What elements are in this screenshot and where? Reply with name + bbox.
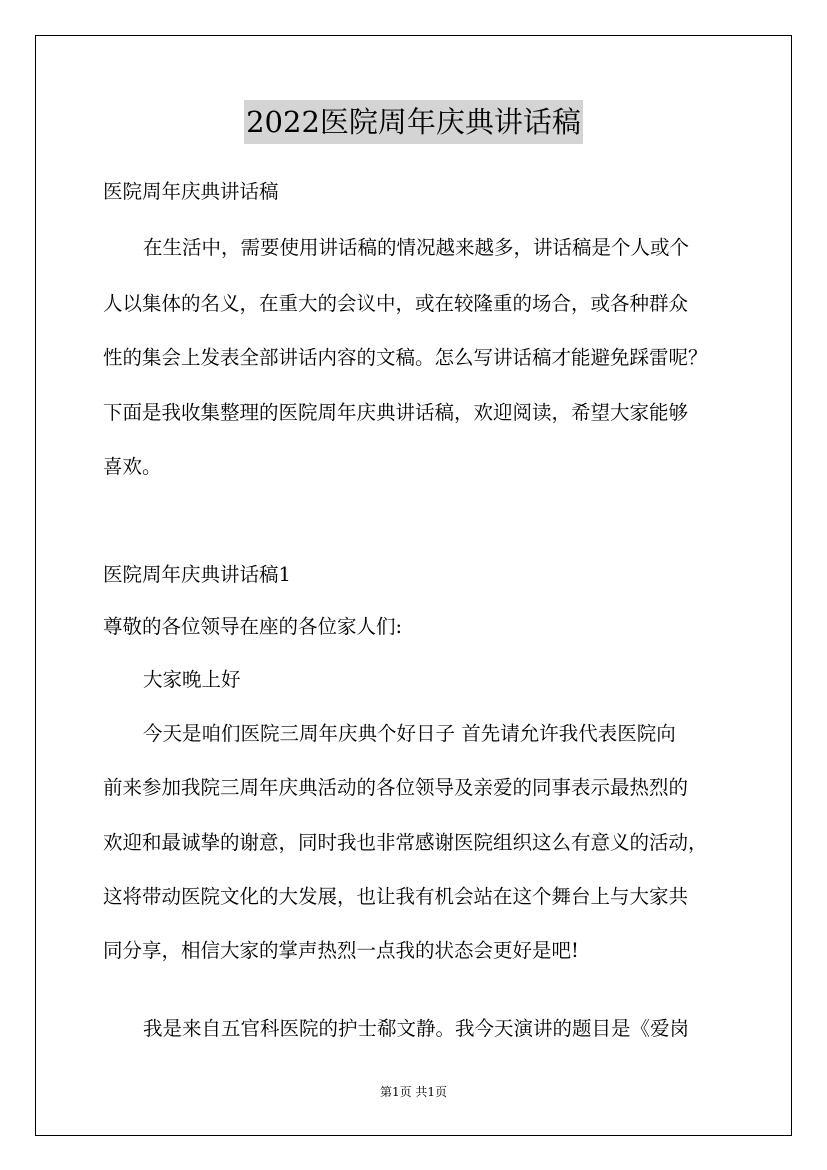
document-subtitle: 医院周年庆典讲话稿 [103, 180, 279, 203]
body-line-4: 这将带动医院文化的大发展，也让我有机会站在这个舞台上与大家共 [103, 885, 689, 908]
document-title: 2022医院周年庆典讲话稿 [244, 100, 583, 144]
title-container [0, 100, 827, 144]
intro-line-3: 性的集会上发表全部讲话内容的文稿。怎么写讲话稿才能避免踩雷呢？ [103, 346, 708, 369]
intro-line-1: 在生活中，需要使用讲话稿的情况越来越多，讲话稿是个人或个 [143, 236, 690, 259]
body-line-2: 前来参加我院三周年庆典活动的各位领导及亲爱的同事表示最热烈的 [103, 776, 689, 799]
intro-line-2: 人以集体的名义，在重大的会议中，或在较隆重的场合，或各种群众 [103, 292, 689, 315]
body-line-6: 我是来自五官科医院的护士郗文静。我今天演讲的题目是《爱岗 [143, 1017, 690, 1040]
body-line-1: 今天是咱们医院三周年庆典个好日子 首先请允许我代表医院向 [143, 722, 676, 745]
greeting: 大家晚上好 [143, 668, 241, 691]
section-heading: 医院周年庆典讲话稿1 [103, 563, 291, 586]
intro-line-4: 下面是我收集整理的医院周年庆典讲话稿，欢迎阅读，希望大家能够 [103, 401, 689, 424]
intro-line-5: 喜欢。 [103, 455, 162, 478]
body-line-3: 欢迎和最诚挚的谢意，同时我也非常感谢医院组织这么有意义的活动， [103, 831, 708, 854]
salutation: 尊敬的各位领导在座的各位家人们: [103, 615, 403, 638]
page-footer: 第1页 共1页 [379, 1085, 448, 1099]
body-line-5: 同分享，相信大家的掌声热烈一点我的状态会更好是吧! [103, 939, 579, 962]
